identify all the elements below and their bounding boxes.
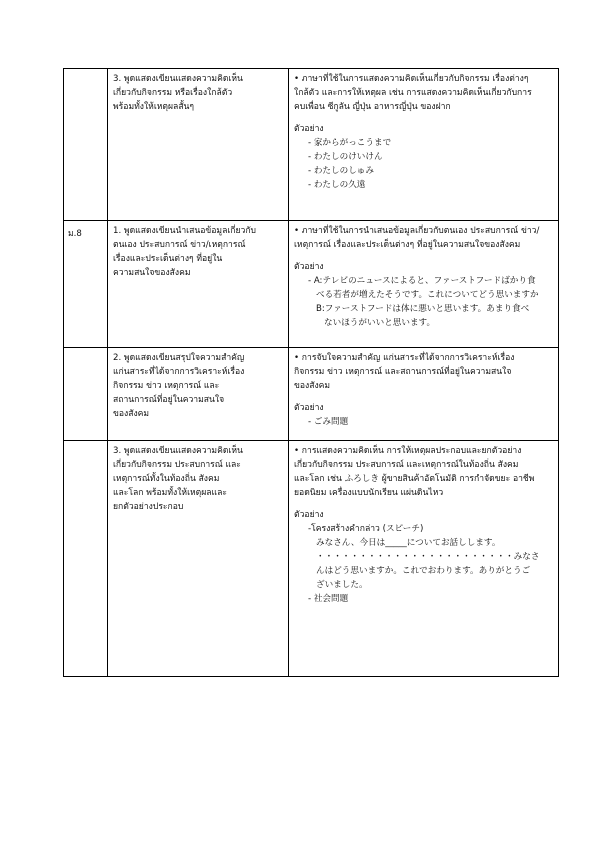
example-heading: ตัวอย่าง xyxy=(294,510,324,520)
level-cell xyxy=(64,69,108,221)
table-row xyxy=(64,69,559,221)
example-heading: ตัวอย่าง xyxy=(294,403,324,413)
level-cell: ม.8 xyxy=(64,221,108,348)
example-item: - わたしのけいけん xyxy=(308,152,383,162)
dialogue-line: B:ファーストフードは体に悪いと思います。あまり食べ xyxy=(316,304,530,314)
table-row xyxy=(64,221,559,348)
dialogue-line: ないほうがいいと思います。 xyxy=(324,318,436,328)
content-description: • ภาษาที่ใช้ในการแสดงความคิดเห็นเกี่ยวกับกิจกรรม เรื่องต่างๆ ใกล้ตัว และการให้เหตุผล เช่น การแสดงความคิดเห็นเกี่ยวกับการ คบเพื่อน ซีกูลัน ญี่ปุ่น อาหารญี่ปุ่น ของฝาก xyxy=(294,74,532,112)
example-item: - 家からがっこうまで xyxy=(308,138,392,148)
content-cell xyxy=(289,441,559,677)
dialogue-line: - A:テレビのニュースによると、ファーストフードばかり食 xyxy=(308,276,536,286)
dialogue-line: べる若者が増えたそうです。これについてどう思いますか xyxy=(316,290,539,300)
content-description: • การจับใจความสำคัญ แก่นสาระที่ได้จากการวิเคราะห์เรื่อง กิจกรรม ข่าว เหตุการณ์ และสถานการณ์ที่อยู่ในความสนใจ ของสังคม xyxy=(294,353,515,391)
example-item: - ごみ問題 xyxy=(308,417,349,427)
content-cell xyxy=(289,221,559,348)
level-cell xyxy=(64,348,108,441)
speech-line: ざいました。 xyxy=(316,580,368,590)
standard-cell: 3. พูดแสดงเขียนแสดงความคิดเห็น เกี่ยวกับกิจกรรม หรือเรื่องใกล้ตัว พร้อมทั้งให้เหตุผลสั้นๆ xyxy=(108,69,289,221)
standard-cell: 1. พูดแสดงเขียนนำเสนอข้อมูลเกี่ยวกับ ตนเอง ประสบการณ์ ข่าว/เหตุการณ์ เรื่องและประเด็นต่างๆ ที่อยู่ใน ความสนใจของสังคม xyxy=(108,221,289,348)
example-item: - 社会問題 xyxy=(308,594,349,604)
speech-line: んはどう思いますか。これでおわります。ありがとうご xyxy=(316,566,531,576)
content-cell xyxy=(289,348,559,441)
example-heading: ตัวอย่าง xyxy=(294,124,324,134)
example-heading: ตัวอย่าง xyxy=(294,262,324,272)
speech-line: ・・・・・・・・・・・・・・・・・・・・・・・みなさ xyxy=(316,552,540,562)
level-cell xyxy=(64,441,108,677)
table-row xyxy=(64,348,559,441)
curriculum-table xyxy=(63,68,559,677)
content-description: • การแสดงความคิดเห็น การให้เหตุผลประกอบและยกตัวอย่าง เกี่ยวกับกิจกรรม ประสบการณ์ และเหตุการณ์ในท้องถิ่น สังคม และโลก เช่น ふろしき ผู้ขายสินค้าอัตโนมัติ การกำจัดขยะ อาชีพ ยอดนิยม เครื่องแบบนักเรียน แผ่นดินไหว xyxy=(294,446,535,498)
standard-cell: 3. พูดแสดงเขียนแสดงความคิดเห็น เกี่ยวกับกิจกรรม ประสบการณ์ และ เหตุการณ์ทั้งในท้องถิ่น สังคม และโลก พร้อมทั้งให้เหตุผลและ ยกตัวอย่างประกอบ xyxy=(108,441,289,677)
example-item: - わたしのしゅみ xyxy=(308,166,374,176)
speech-title: -โครงสร้างคำกล่าว (スピーチ) xyxy=(308,524,424,534)
example-item: - わたしの久遠 xyxy=(308,180,366,190)
content-cell xyxy=(289,69,559,221)
speech-line: みなさん、今日は_____についてお話しします。 xyxy=(316,538,501,548)
content-description: • ภาษาที่ใช้ในการนำเสนอข้อมูลเกี่ยวกับตนเอง ประสบการณ์ ข่าว/ เหตุการณ์ เรื่องและประเด็นต่างๆ ที่อยู่ในความสนใจของสังคม xyxy=(294,226,540,250)
standard-cell: 2. พูดแสดงเขียนสรุปใจความสำคัญ แก่นสาระที่ได้จากการวิเคราะห์เรื่อง กิจกรรม ข่าว เหตุการณ์ และ สถานการณ์ที่อยู่ในความสนใจ ของสังคม xyxy=(108,348,289,441)
table-row xyxy=(64,441,559,677)
